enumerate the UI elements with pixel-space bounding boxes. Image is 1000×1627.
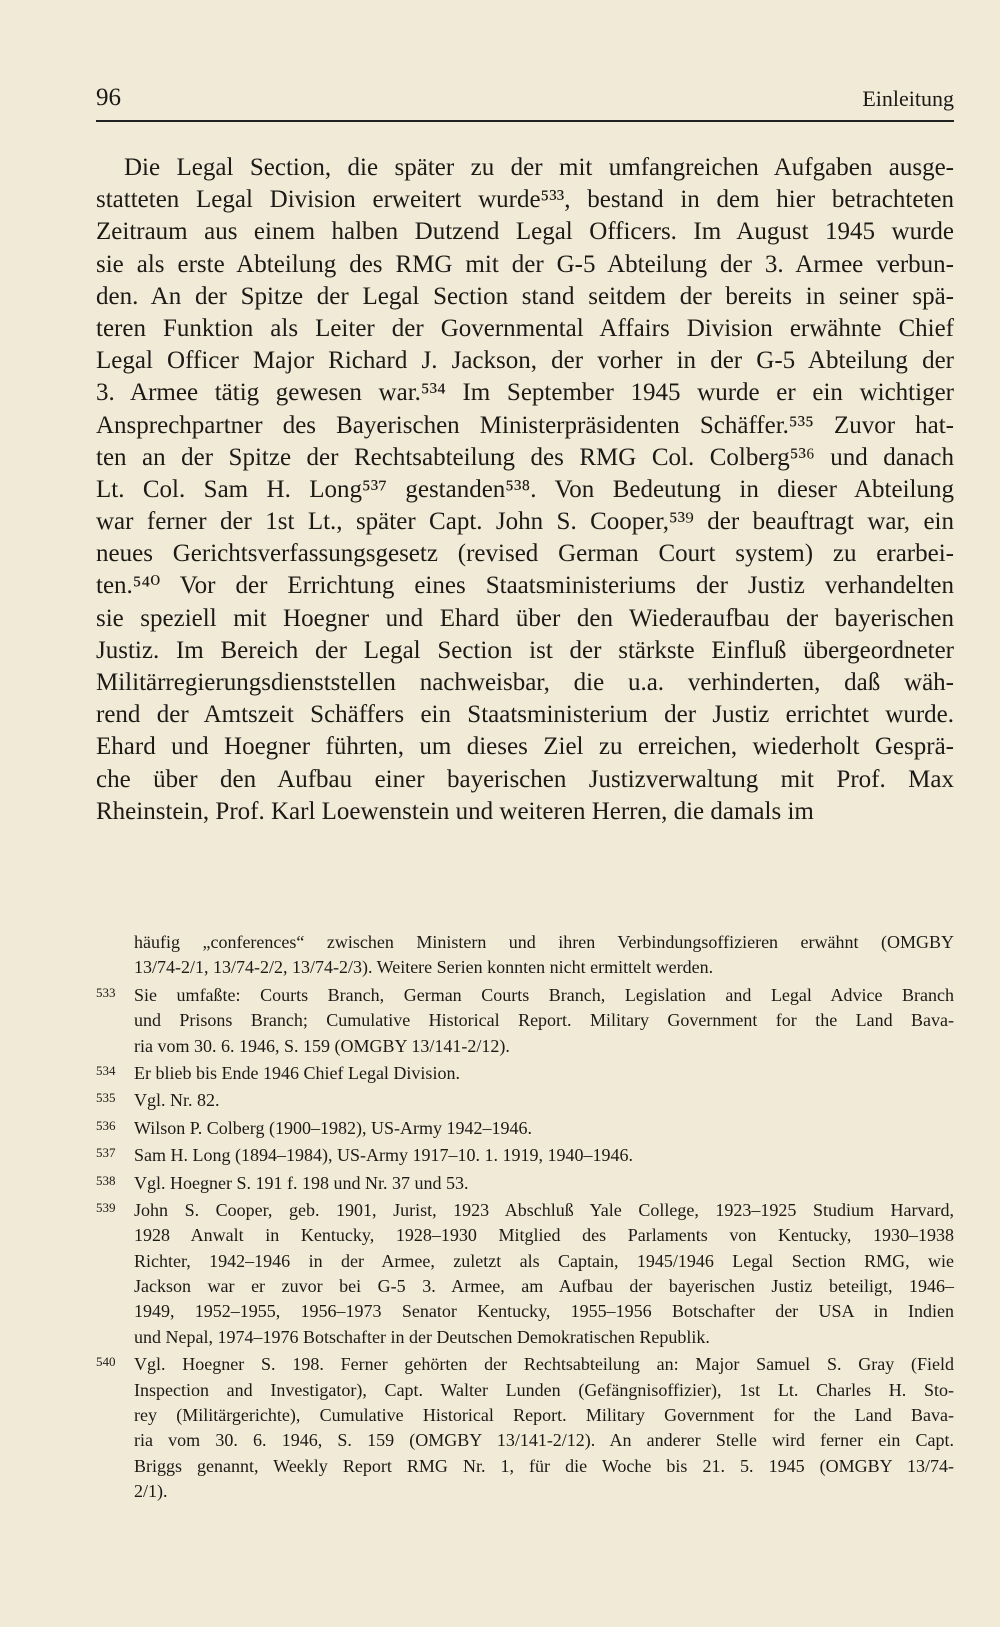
footnote-line: und Prisons Branch; Cumulative Historical Report. Military Government for the Land Bava- — [134, 1010, 954, 1031]
footnote — [96, 983, 954, 1059]
footnote-line: Inspection and Investigator), Capt. Walter Lunden (Gefängnisoffizier), 1st Lt. Charles H. Sto- — [134, 1379, 954, 1400]
running-head: Einleitung — [862, 86, 954, 111]
body-line: Ehard und Hoegner führten, um dieses Ziel zu erreichen, wiederholt Gesprä- — [96, 733, 954, 761]
page-number: 96 — [96, 84, 121, 111]
footnote-number: 539 — [96, 1199, 116, 1215]
footnote-line: ria vom 30. 6. 1946, S. 159 (OMGBY 13/141-2/12). — [134, 1035, 510, 1056]
page-header — [96, 84, 954, 122]
body-line: Justiz. Im Bereich der Legal Section ist der stärkste Einfluß übergeordneter — [96, 636, 954, 664]
body-line: Die Legal Section, die später zu der mit umfangreichen Aufgaben ausge- — [124, 154, 954, 181]
body-line: Legal Officer Major Richard J. Jackson, der vorher in der G-5 Abteilung der — [96, 347, 954, 375]
footnote-line: ria vom 30. 6. 1946, S. 159 (OMGBY 13/141-2/12). An anderer Stelle wird ferner ein Capt. — [134, 1430, 954, 1451]
footnote-line: Sam H. Long (1894–1984), US-Army 1917–10. 1. 1919, 1940–1946. — [134, 1145, 633, 1166]
footnote-line: Vgl. Hoegner S. 198. Ferner gehörten der Rechtsabteilung an: Major Samuel S. Gray (Field — [134, 1354, 954, 1375]
footnote-number: 537 — [96, 1145, 116, 1161]
body-line: Lt. Col. Sam H. Long⁵³⁷ gestanden⁵³⁸. Von Bedeutung in dieser Abteilung — [96, 475, 954, 503]
footnote-number: 533 — [96, 984, 116, 1000]
body-line: war ferner der 1st Lt., später Capt. John S. Cooper,⁵³⁹ der beauftragt war, ein — [96, 508, 954, 536]
footnote-line: rey (Militärgerichte), Cumulative Historical Report. Military Government for the Land Bava- — [134, 1405, 954, 1426]
footnote-line: Richter, 1942–1946 in der Armee, zuletzt als Captain, 1945/1946 Legal Section RMG, wie — [134, 1250, 954, 1271]
footnote-line: 13/74-2/1, 13/74-2/2, 13/74-2/3). Weitere Serien konnten nicht ermittelt werden. — [134, 957, 714, 978]
body-line: ten.⁵⁴⁰ Vor der Errichtung eines Staatsministeriums der Justiz verhandelten — [96, 572, 954, 600]
footnotes — [96, 930, 954, 1507]
footnote-line: Er blieb bis Ende 1946 Chief Legal Division. — [134, 1062, 460, 1083]
footnote — [96, 930, 954, 981]
body-line: den. An der Spitze der Legal Section stand seitdem der bereits in seiner spä- — [96, 282, 954, 310]
body-text — [96, 152, 954, 828]
footnote-line: Sie umfaßte: Courts Branch, German Courts Branch, Legislation and Legal Advice Branch — [134, 984, 954, 1005]
body-line: Rheinstein, Prof. Karl Loewenstein und weiteren Herren, die damals im — [96, 797, 814, 825]
footnote — [96, 1352, 954, 1504]
body-line: teren Funktion als Leiter der Governmental Affairs Division erwähnte Chief — [96, 314, 954, 342]
footnote-line: und Nepal, 1974–1976 Botschafter in der Deutschen Demokratischen Republik. — [134, 1326, 710, 1347]
footnote — [96, 1088, 954, 1113]
body-line: Militärregierungsdienststellen nachweisbar, die u.a. verhinderten, daß wäh- — [96, 669, 954, 696]
footnote-number: 536 — [96, 1117, 116, 1133]
body-line: sie als erste Abteilung des RMG mit der G-5 Abteilung der 3. Armee verbun- — [96, 250, 954, 278]
body-line: Ansprechpartner des Bayerischen Ministerpräsidenten Schäffer.⁵³⁵ Zuvor hat- — [96, 411, 954, 439]
footnote — [96, 1171, 954, 1196]
body-line: 3. Armee tätig gewesen war.⁵³⁴ Im September 1945 wurde er ein wichtiger — [96, 379, 954, 407]
footnote — [96, 1198, 954, 1350]
footnote-number: 534 — [96, 1062, 116, 1078]
body-line: statteten Legal Division erweitert wurde⁵³³, bestand in dem hier betrachteten — [96, 186, 954, 214]
footnote-line: Briggs genannt, Weekly Report RMG Nr. 1, für die Woche bis 21. 5. 1945 (OMGBY 13/74- — [134, 1455, 954, 1476]
footnote — [96, 1061, 954, 1086]
footnote-line: Wilson P. Colberg (1900–1982), US-Army 1942–1946. — [134, 1117, 532, 1138]
body-line: neues Gerichtsverfassungsgesetz (revised German Court system) zu erarbei- — [96, 540, 954, 568]
body-line: ten an der Spitze der Rechtsabteilung des RMG Col. Colberg⁵³⁶ und danach — [96, 443, 954, 471]
body-line: sie speziell mit Hoegner und Ehard über den Wiederaufbau der bayerischen — [96, 604, 954, 632]
footnote-line: John S. Cooper, geb. 1901, Jurist, 1923 Abschluß Yale College, 1923–1925 Studium Harvard, — [134, 1199, 954, 1220]
footnote-line: 2/1). — [134, 1481, 168, 1502]
footnote — [96, 1116, 954, 1141]
footnote-number: 540 — [96, 1354, 116, 1370]
footnote-line: Vgl. Hoegner S. 191 f. 198 und Nr. 37 und 53. — [134, 1172, 469, 1193]
footnote-line: häufig „conferences“ zwischen Ministern und ihren Verbindungsoffizieren erwähnt (OMGBY — [134, 932, 954, 952]
footnote-line: 1928 Anwalt in Kentucky, 1928–1930 Mitglied des Parlaments von Kentucky, 1930–1938 — [134, 1225, 954, 1246]
footnote — [96, 1143, 954, 1168]
footnote-line: Jackson war er zuvor bei G-5 3. Armee, am Aufbau der bayerischen Justiz beteiligt, 1946– — [134, 1276, 954, 1297]
footnote-line: Vgl. Nr. 82. — [134, 1090, 220, 1111]
body-line: che über den Aufbau einer bayerischen Justizverwaltung mit Prof. Max — [96, 765, 954, 793]
footnote-number: 535 — [96, 1090, 116, 1106]
body-line: Zeitraum aus einem halben Dutzend Legal Officers. Im August 1945 wurde — [96, 218, 954, 246]
footnote-line: 1949, 1952–1955, 1956–1973 Senator Kentucky, 1955–1956 Botschafter der USA in Indien — [134, 1301, 954, 1322]
body-line: rend der Amtszeit Schäffers ein Staatsministerium der Justiz errichtet wurde. — [96, 701, 954, 729]
footnote-number: 538 — [96, 1172, 116, 1188]
